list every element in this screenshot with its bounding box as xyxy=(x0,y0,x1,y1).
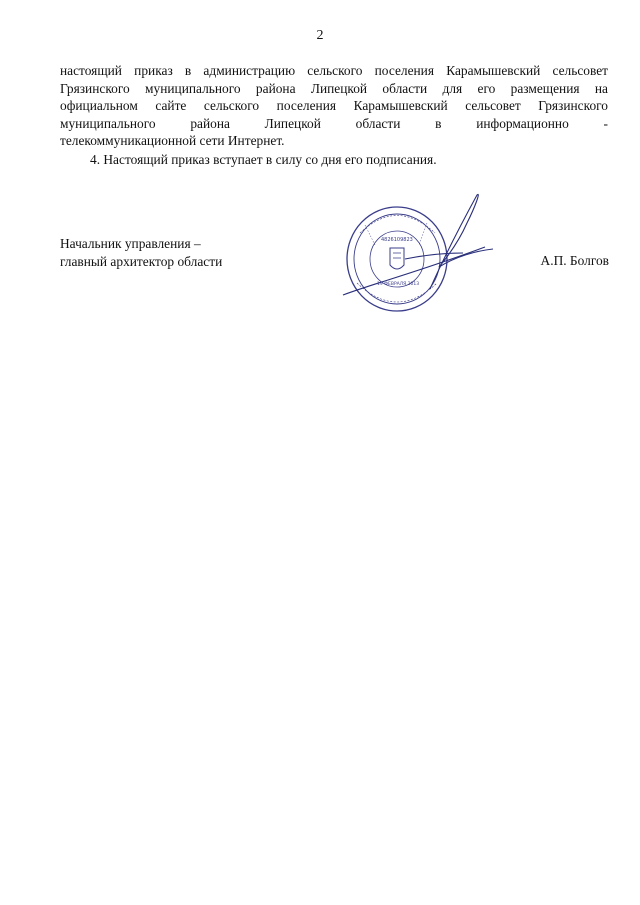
body-line: муниципального района Липецкой области в информационно - xyxy=(60,115,608,131)
signer-position xyxy=(60,235,222,271)
official-seal-stamp xyxy=(335,193,495,323)
body-line: официальном сайте сельского поселения Карамышевский сельсовет Грязинского xyxy=(60,98,608,114)
document-body xyxy=(60,62,608,169)
page-number: 2 xyxy=(316,28,324,43)
item-4-paragraph: 4. Настоящий приказ вступает в силу со дня его подписания. xyxy=(90,151,437,167)
signer-name: А.П. Болгов xyxy=(540,253,609,268)
signer-position-line: Начальник управления – xyxy=(60,236,201,251)
body-line: телекоммуникационной сети Интернет. xyxy=(60,133,285,149)
body-line: настоящий приказ в администрацию сельского поселения Карамышевский сельсовет xyxy=(60,63,608,78)
signer-position-line: главный архитектор области xyxy=(60,254,223,269)
seal-date: 19 ФЕВРАЛЯ 2013 xyxy=(377,282,420,287)
seal-number: 4826109823 xyxy=(381,237,413,243)
body-line: Грязинского муниципального района Липецкой области для его размещения на xyxy=(60,80,608,96)
